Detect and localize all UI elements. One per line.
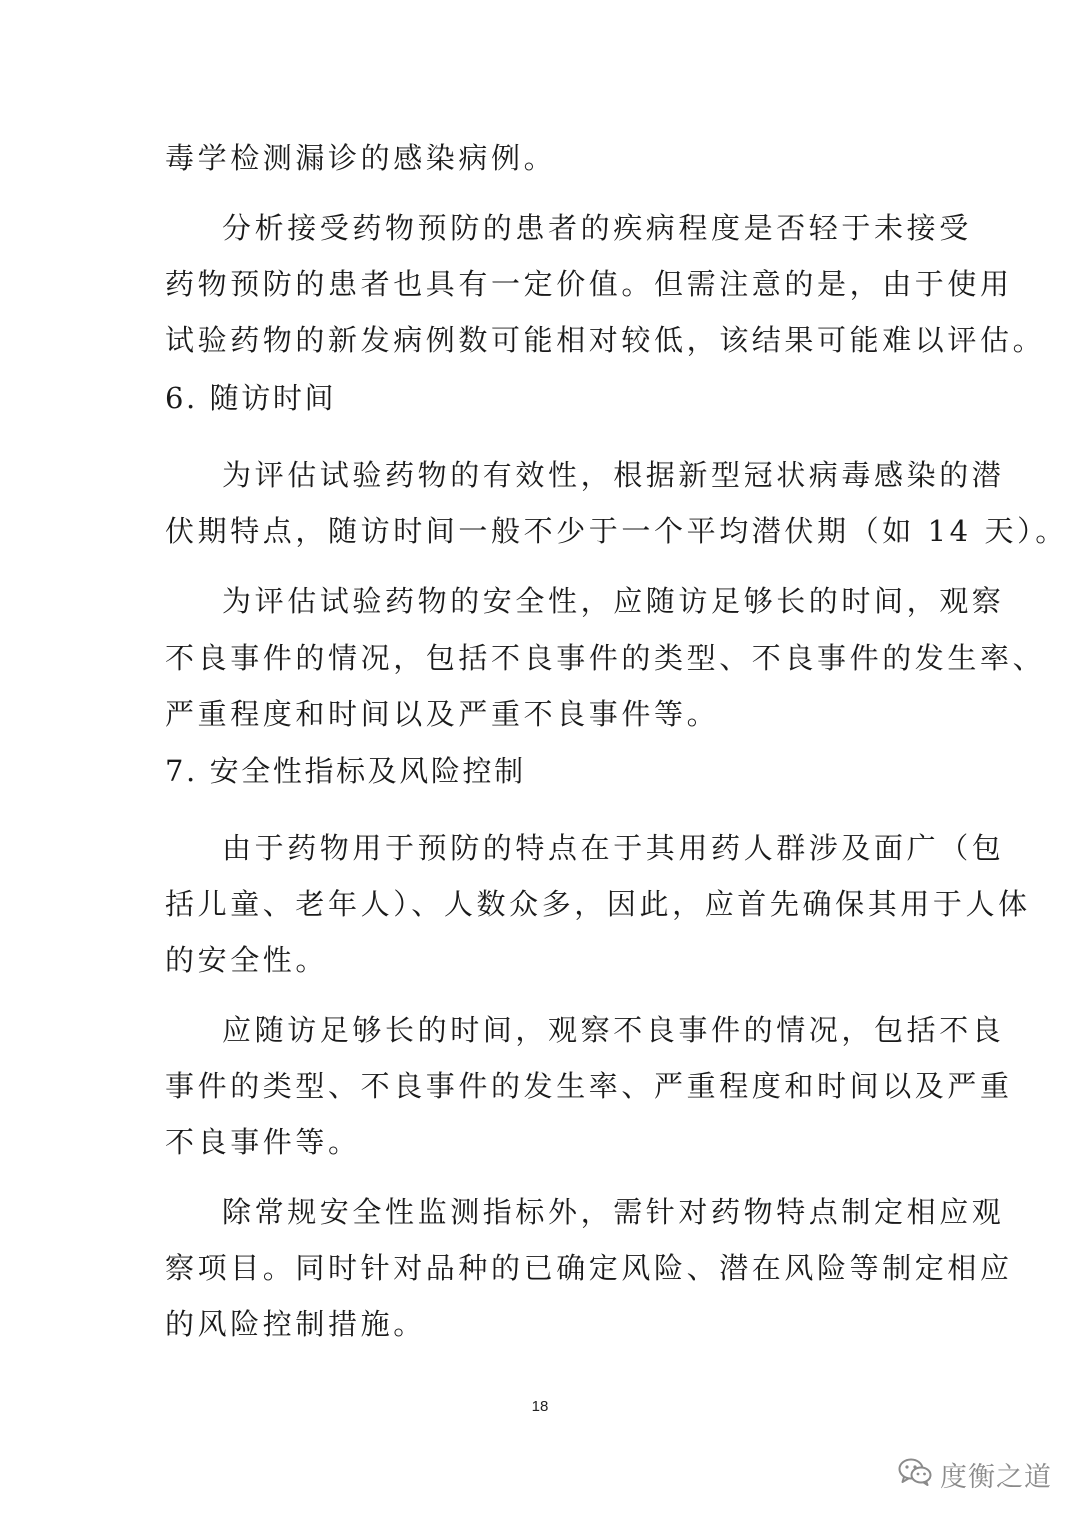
text-line: 的安全性。 bbox=[165, 943, 329, 977]
text-line: 不良事件的情况，包括不良事件的类型、不良事件的发生率、 bbox=[165, 641, 1046, 675]
text-line: 的风险控制措施。 bbox=[165, 1307, 426, 1341]
text-line: 察项目。同时针对品种的已确定风险、潜在风险等制定相应 bbox=[165, 1251, 1013, 1285]
section-heading: 6. 随访时间 bbox=[165, 381, 337, 415]
text-line: 事件的类型、不良事件的发生率、严重程度和时间以及严重 bbox=[165, 1069, 1013, 1103]
text-line: 括儿童、老年人）、人数众多，因此，应首先确保其用于人体 bbox=[165, 887, 1031, 921]
section-heading: 7. 安全性指标及风险控制 bbox=[165, 754, 526, 788]
text-line: 药物预防的患者也具有一定价值。但需注意的是，由于使用 bbox=[165, 267, 1013, 301]
text-line: 除常规安全性监测指标外，需针对药物特点制定相应观 bbox=[222, 1195, 1005, 1229]
text-line: 伏期特点，随访时间一般不少于一个平均潜伏期（如 14 天）。 bbox=[165, 514, 1068, 548]
text-line: 为评估试验药物的安全性，应随访足够长的时间，观察 bbox=[222, 584, 1005, 618]
text-line: 不良事件等。 bbox=[165, 1125, 361, 1159]
text-line: 为评估试验药物的有效性，根据新型冠状病毒感染的潜 bbox=[222, 458, 1005, 492]
watermark-text: 度衡之道 bbox=[940, 1461, 1052, 1493]
text-line: 分析接受药物预防的患者的疾病程度是否轻于未接受 bbox=[222, 211, 972, 245]
watermark bbox=[898, 1454, 1052, 1494]
text-line: 试验药物的新发病例数可能相对较低，该结果可能难以评估。 bbox=[165, 323, 1046, 357]
text-line: 严重程度和时间以及严重不良事件等。 bbox=[165, 697, 720, 731]
text-line: 由于药物用于预防的特点在于其用药人群涉及面广（包 bbox=[222, 831, 1005, 865]
page-number: 18 bbox=[531, 1398, 549, 1415]
wechat-icon bbox=[898, 1458, 932, 1490]
text-line: 毒学检测漏诊的感染病例。 bbox=[165, 141, 557, 175]
text-line: 应随访足够长的时间，观察不良事件的情况，包括不良 bbox=[222, 1013, 1005, 1047]
